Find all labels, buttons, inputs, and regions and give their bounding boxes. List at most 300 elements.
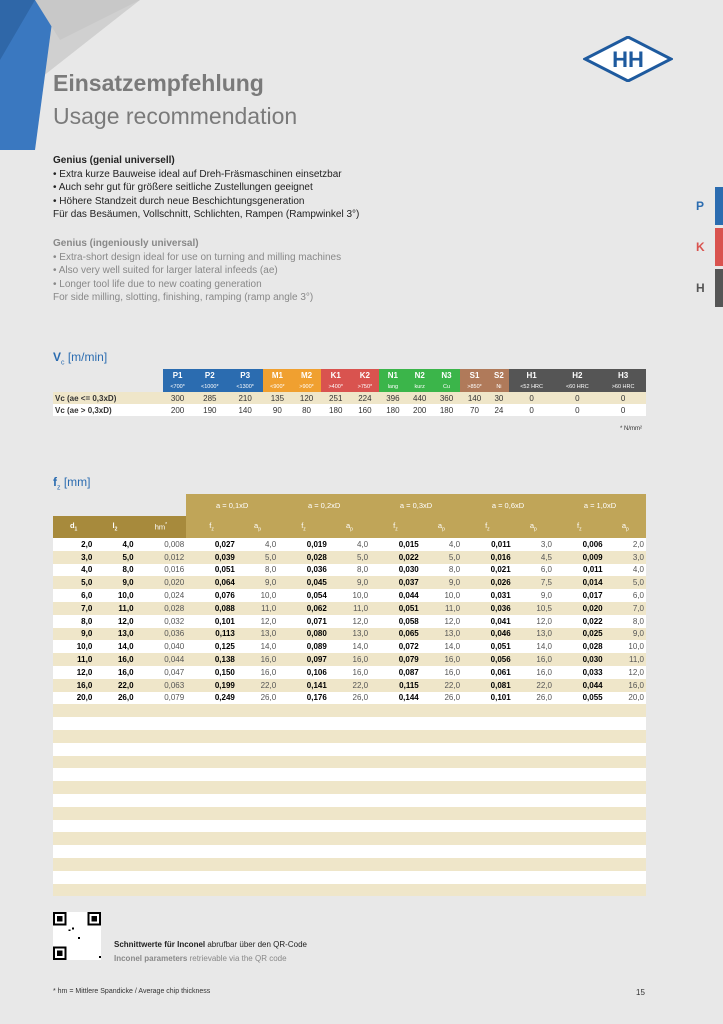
fz-cell: 14,0 xyxy=(513,640,554,653)
fz-cell: 22,0 xyxy=(421,679,462,692)
fz-cell: 5,0 xyxy=(329,551,370,564)
material-note: <1000* xyxy=(192,382,227,392)
vc-value: 396 xyxy=(379,392,406,404)
vc-value: 140 xyxy=(460,392,489,404)
fz-cell: 6,0 xyxy=(53,589,94,602)
ae-group-header xyxy=(370,494,462,516)
fz-cell: 9,0 xyxy=(605,628,646,641)
fz-cell: 9,0 xyxy=(237,576,278,589)
fz-cell: 26,0 xyxy=(329,692,370,705)
fz-cell: 0,027 xyxy=(186,538,237,551)
fz-cell: 0,044 xyxy=(136,653,187,666)
fz-cell: 13,0 xyxy=(329,628,370,641)
empty-row xyxy=(53,858,646,871)
fz-cell: 0,113 xyxy=(186,628,237,641)
empty-row xyxy=(53,871,646,884)
col-ap: $a_p$ xyxy=(513,516,554,538)
fz-table xyxy=(53,494,646,896)
fz-cell: 26,0 xyxy=(94,692,135,705)
vc-value: 120 xyxy=(292,392,321,404)
vc-value: 190 xyxy=(192,404,227,416)
fz-cell: 0,033 xyxy=(554,666,605,679)
fz-cell: 22,0 xyxy=(513,679,554,692)
fz-cell: 2,0 xyxy=(605,538,646,551)
fz-cell: 0,021 xyxy=(462,564,513,577)
fz-cell: 0,056 xyxy=(462,653,513,666)
vc-title-sub: c xyxy=(61,359,65,367)
fz-cell: 4,0 xyxy=(329,538,370,551)
fz-cell: 8,0 xyxy=(329,564,370,577)
table-row xyxy=(53,538,646,551)
empty-row xyxy=(53,845,646,858)
col-ap: $a_p$ xyxy=(605,516,646,538)
vc-value: 70 xyxy=(460,404,489,416)
fz-cell: 5,0 xyxy=(94,551,135,564)
fz-cell: 0,081 xyxy=(462,679,513,692)
ae-group-label: a = 0,6xD xyxy=(491,500,525,510)
fz-cell: 10,5 xyxy=(513,602,554,615)
fz-cell: 0,020 xyxy=(136,576,187,589)
description-head: Genius (ingeniously universal) xyxy=(53,238,199,249)
fz-cell: 0,055 xyxy=(554,692,605,705)
material-code: P1 xyxy=(163,369,192,382)
fz-cell: 0,072 xyxy=(370,640,421,653)
vc-value: 80 xyxy=(292,404,321,416)
fz-cell: 4,5 xyxy=(513,551,554,564)
material-note: >750* xyxy=(350,382,379,392)
col-d1: $d_1$ xyxy=(53,516,94,538)
material-code: M1 xyxy=(263,369,292,382)
vc-corner xyxy=(53,369,163,382)
fz-cell: 0,044 xyxy=(554,679,605,692)
hh-logo xyxy=(583,36,673,82)
tab-h: H xyxy=(687,269,723,307)
empty-row xyxy=(53,756,646,769)
fz-cell: 13,0 xyxy=(237,628,278,641)
fz-cell: 0,063 xyxy=(136,679,187,692)
ae-group-label: a = 0,1xD xyxy=(216,500,249,510)
fz-cell: 0,028 xyxy=(278,551,329,564)
table-row xyxy=(53,551,646,564)
fz-cell: 26,0 xyxy=(513,692,554,705)
fz-cell: 11,0 xyxy=(237,602,278,615)
fz-cell: 9,0 xyxy=(94,576,135,589)
vc-value: 30 xyxy=(489,392,509,404)
fz-cell: 5,0 xyxy=(237,551,278,564)
fz-cell: 0,025 xyxy=(554,628,605,641)
col-l2: $l_2$ xyxy=(94,516,135,538)
qr-code[interactable] xyxy=(53,912,101,960)
row-label: Vc (ae > 0,3xD) xyxy=(53,404,163,416)
material-code: N1 xyxy=(379,369,406,382)
table-row xyxy=(53,602,646,615)
vc-value: 0 xyxy=(600,404,646,416)
col-hm: hm* xyxy=(136,516,187,538)
fz-cell: 16,0 xyxy=(605,679,646,692)
fz-cell: 0,039 xyxy=(186,551,237,564)
fz-cell: 0,071 xyxy=(278,615,329,628)
material-note: Cu xyxy=(433,382,460,392)
table-row xyxy=(53,653,646,666)
page-title-en: Usage recommendation xyxy=(53,103,298,129)
fz-cell: 0,024 xyxy=(136,589,187,602)
fz-cell: 11,0 xyxy=(329,602,370,615)
material-code: H2 xyxy=(554,369,600,382)
vc-value: 135 xyxy=(263,392,292,404)
empty-row xyxy=(53,807,646,820)
material-code: N3 xyxy=(433,369,460,382)
fz-cell: 0,125 xyxy=(186,640,237,653)
fz-cell: 12,0 xyxy=(94,615,135,628)
fz-cell: 13,0 xyxy=(513,628,554,641)
fz-section-title xyxy=(53,475,91,491)
table-row xyxy=(53,628,646,641)
vc-value: 200 xyxy=(406,404,433,416)
fz-cell: 0,022 xyxy=(370,551,421,564)
vc-value: 0 xyxy=(554,392,600,404)
fz-cell: 14,0 xyxy=(329,640,370,653)
material-note: <52 HRC xyxy=(509,382,555,392)
empty-row xyxy=(53,794,646,807)
material-code: H1 xyxy=(509,369,555,382)
fz-cell: 0,011 xyxy=(554,564,605,577)
fz-cell: 6,0 xyxy=(513,564,554,577)
fz-cell: 4,0 xyxy=(94,538,135,551)
svg-text:HH: HH xyxy=(612,47,644,72)
fz-title-main: f xyxy=(53,475,57,489)
fz-cell: 13,0 xyxy=(421,628,462,641)
fz-cell: 0,036 xyxy=(136,628,187,641)
fz-cell: 16,0 xyxy=(421,666,462,679)
tab-k: K xyxy=(687,228,723,266)
fz-cell: 16,0 xyxy=(53,679,94,692)
vc-value: 210 xyxy=(227,392,262,404)
fz-cell: 0,036 xyxy=(278,564,329,577)
ae-group-header xyxy=(278,494,370,516)
fz-cell: 0,016 xyxy=(136,564,187,577)
fz-cell: 14,0 xyxy=(421,640,462,653)
fz-cell: 8,0 xyxy=(605,615,646,628)
description-bullet: • Longer tool life due to new coating generation xyxy=(53,278,262,290)
fz-cell: 20,0 xyxy=(605,692,646,705)
row-label: Vc (ae <= 0,3xD) xyxy=(53,392,163,404)
vc-value: 0 xyxy=(509,392,555,404)
fz-cell: 0,036 xyxy=(462,602,513,615)
fz-cell: 0,011 xyxy=(462,538,513,551)
table-row xyxy=(53,692,646,705)
fz-cell: 0,101 xyxy=(462,692,513,705)
fz-cell: 8,0 xyxy=(53,615,94,628)
ae-group-header xyxy=(554,494,646,516)
page-title-de: Einsatzempfehlung xyxy=(53,70,264,96)
fz-cell: 10,0 xyxy=(421,589,462,602)
fz-cell: 11,0 xyxy=(94,602,135,615)
fz-cell: 0,176 xyxy=(278,692,329,705)
col-ap: $a_p$ xyxy=(329,516,370,538)
footnote: * hm = Mittlere Spandicke / Average chip thickness xyxy=(53,988,211,995)
table-row xyxy=(53,392,646,404)
fz-cell: 0,141 xyxy=(278,679,329,692)
page-number: 15 xyxy=(636,988,645,997)
material-code: P2 xyxy=(192,369,227,382)
empty-row xyxy=(53,717,646,730)
vc-value: 251 xyxy=(321,392,350,404)
fz-cell: 26,0 xyxy=(237,692,278,705)
material-note: Ni xyxy=(489,382,509,392)
fz-cell: 0,064 xyxy=(186,576,237,589)
fz-cell: 0,028 xyxy=(554,640,605,653)
description-bullet: • Extra-short design ideal for use on turning and milling machines xyxy=(53,251,342,263)
fz-cell: 12,0 xyxy=(605,666,646,679)
fz-cell: 0,020 xyxy=(554,602,605,615)
fz-cell: 5,0 xyxy=(53,576,94,589)
fz-cell: 0,150 xyxy=(186,666,237,679)
vc-value: 90 xyxy=(263,404,292,416)
table-row xyxy=(53,666,646,679)
fz-cell: 16,0 xyxy=(421,653,462,666)
fz-cell: 4,0 xyxy=(605,564,646,577)
fz-cell: 0,046 xyxy=(462,628,513,641)
fz-cell: 0,199 xyxy=(186,679,237,692)
fz-cell: 0,106 xyxy=(278,666,329,679)
table-row xyxy=(53,640,646,653)
ae-group-header xyxy=(462,494,554,516)
fz-cell: 10,0 xyxy=(605,640,646,653)
fz-cell: 0,054 xyxy=(278,589,329,602)
fz-cell: 0,080 xyxy=(278,628,329,641)
fz-cell: 0,030 xyxy=(554,653,605,666)
qr-caption xyxy=(114,938,307,966)
fz-cell: 0,079 xyxy=(136,692,187,705)
fz-cell: 0,037 xyxy=(370,576,421,589)
material-code: H3 xyxy=(600,369,646,382)
fz-cell: 0,014 xyxy=(554,576,605,589)
qr-caption-en-rest: retrievable via the QR code xyxy=(187,954,287,963)
fz-cell: 9,0 xyxy=(513,589,554,602)
fz-cell: 9,0 xyxy=(329,576,370,589)
empty-row xyxy=(53,730,646,743)
vc-value: 200 xyxy=(163,404,192,416)
description-bullet: • Also very well suited for larger lateral infeeds (ae) xyxy=(53,265,278,276)
fz-cell: 16,0 xyxy=(513,653,554,666)
fz-cell: 0,009 xyxy=(554,551,605,564)
fz-cell: 10,0 xyxy=(53,640,94,653)
vc-value: 300 xyxy=(163,392,192,404)
fz-cell: 2,0 xyxy=(53,538,94,551)
fz-cell: 26,0 xyxy=(421,692,462,705)
fz-cell: 0,097 xyxy=(278,653,329,666)
fz-cell: 0,144 xyxy=(370,692,421,705)
material-code: M2 xyxy=(292,369,321,382)
fz-cell: 0,017 xyxy=(554,589,605,602)
fz-cell: 11,0 xyxy=(421,602,462,615)
col-fz: $f_z$ xyxy=(278,516,329,538)
fz-cell: 8,0 xyxy=(94,564,135,577)
material-note: >900* xyxy=(292,382,321,392)
fz-cell: 16,0 xyxy=(94,666,135,679)
fz-cell: 16,0 xyxy=(94,653,135,666)
fz-cell: 0,065 xyxy=(370,628,421,641)
material-code: P3 xyxy=(227,369,262,382)
fz-cell: 12,0 xyxy=(329,615,370,628)
fz-cell: 0,022 xyxy=(554,615,605,628)
fz-cell: 22,0 xyxy=(329,679,370,692)
fz-cell: 9,0 xyxy=(53,628,94,641)
fz-cell: 10,0 xyxy=(329,589,370,602)
material-code: K2 xyxy=(350,369,379,382)
fz-cell: 11,0 xyxy=(605,653,646,666)
col-ap: $a_p$ xyxy=(421,516,462,538)
ae-group-header xyxy=(186,494,278,516)
vc-table xyxy=(53,369,646,416)
qr-caption-de-rest: abrufbar über den QR-Code xyxy=(205,940,307,949)
ae-group-label: a = 0,2xD xyxy=(307,500,341,510)
material-code: S2 xyxy=(489,369,509,382)
qr-caption-en-bold: Inconel parameters xyxy=(114,954,188,963)
vc-section-title xyxy=(53,350,107,366)
fz-cell: 0,062 xyxy=(278,602,329,615)
material-code: N2 xyxy=(406,369,433,382)
fz-cell: 9,0 xyxy=(421,576,462,589)
vc-corner xyxy=(53,382,163,392)
fz-cell: 8,0 xyxy=(237,564,278,577)
fz-cell: 0,058 xyxy=(370,615,421,628)
fz-cell: 20,0 xyxy=(53,692,94,705)
vc-value: 180 xyxy=(321,404,350,416)
fz-cell: 0,006 xyxy=(554,538,605,551)
fz-corner xyxy=(53,494,186,516)
empty-row xyxy=(53,704,646,717)
fz-cell: 5,0 xyxy=(421,551,462,564)
fz-cell: 12,0 xyxy=(53,666,94,679)
fz-cell: 0,032 xyxy=(136,615,187,628)
material-note: <700* xyxy=(163,382,192,392)
fz-cell: 0,016 xyxy=(462,551,513,564)
fz-cell: 16,0 xyxy=(329,666,370,679)
fz-cell: 12,0 xyxy=(237,615,278,628)
col-ap: $a_p$ xyxy=(237,516,278,538)
vc-value: 360 xyxy=(433,392,460,404)
fz-cell: 0,138 xyxy=(186,653,237,666)
vc-value: 0 xyxy=(509,404,555,416)
fz-cell: 4,0 xyxy=(421,538,462,551)
fz-cell: 12,0 xyxy=(421,615,462,628)
vc-value: 140 xyxy=(227,404,262,416)
fz-title-sub: z xyxy=(57,484,61,492)
material-note: >400* xyxy=(321,382,350,392)
fz-cell: 0,008 xyxy=(136,538,187,551)
vc-value: 0 xyxy=(554,404,600,416)
fz-cell: 6,0 xyxy=(605,589,646,602)
material-note: <1300* xyxy=(227,382,262,392)
unit-note: * N/mm² xyxy=(620,426,642,432)
fz-cell: 0,249 xyxy=(186,692,237,705)
fz-title-unit: [mm] xyxy=(60,475,91,489)
fz-cell: 16,0 xyxy=(237,653,278,666)
material-note: >850* xyxy=(460,382,489,392)
fz-cell: 0,089 xyxy=(278,640,329,653)
fz-cell: 4,0 xyxy=(53,564,94,577)
fz-cell: 0,019 xyxy=(278,538,329,551)
description-de xyxy=(53,154,613,222)
material-note: kurz xyxy=(406,382,433,392)
description-tail: Für das Besäumen, Vollschnitt, Schlichten, Rampen (Rampwinkel 3°) xyxy=(53,209,360,220)
fz-cell: 0,015 xyxy=(370,538,421,551)
fz-cell: 3,0 xyxy=(605,551,646,564)
fz-cell: 0,045 xyxy=(278,576,329,589)
fz-cell: 14,0 xyxy=(94,640,135,653)
material-note: >60 HRC xyxy=(600,382,646,392)
table-row xyxy=(53,576,646,589)
fz-cell: 0,047 xyxy=(136,666,187,679)
vc-value: 0 xyxy=(600,392,646,404)
fz-cell: 0,031 xyxy=(462,589,513,602)
vc-value: 180 xyxy=(433,404,460,416)
ae-group-label: a = 0,3xD xyxy=(399,500,433,510)
vc-value: 440 xyxy=(406,392,433,404)
fz-cell: 0,101 xyxy=(186,615,237,628)
fz-cell: 0,061 xyxy=(462,666,513,679)
fz-cell: 22,0 xyxy=(94,679,135,692)
description-en xyxy=(53,237,613,305)
description-bullet: • Höhere Standzeit durch neue Beschichtungsgeneration xyxy=(53,195,305,207)
material-tabs xyxy=(687,187,723,310)
fz-cell: 5,0 xyxy=(605,576,646,589)
empty-row xyxy=(53,768,646,781)
vc-value: 160 xyxy=(350,404,379,416)
vc-value: 224 xyxy=(350,392,379,404)
empty-row xyxy=(53,781,646,794)
empty-row xyxy=(53,743,646,756)
fz-cell: 0,051 xyxy=(370,602,421,615)
tab-p: P xyxy=(687,187,723,225)
fz-cell: 0,079 xyxy=(370,653,421,666)
description-bullet: • Extra kurze Bauweise ideal auf Dreh-Fräsmaschinen einsetzbar xyxy=(53,168,342,180)
ae-group-label: a = 1,0xD xyxy=(583,500,617,510)
table-row xyxy=(53,615,646,628)
col-fz: $f_z$ xyxy=(462,516,513,538)
fz-cell: 16,0 xyxy=(513,666,554,679)
fz-cell: 22,0 xyxy=(237,679,278,692)
fz-cell: 7,5 xyxy=(513,576,554,589)
fz-cell: 7,0 xyxy=(53,602,94,615)
fz-cell: 0,041 xyxy=(462,615,513,628)
table-row xyxy=(53,404,646,416)
fz-cell: 0,030 xyxy=(370,564,421,577)
empty-row xyxy=(53,884,646,897)
table-row xyxy=(53,589,646,602)
description-bullet: • Auch sehr gut für größere seitliche Zustellungen geeignet xyxy=(53,182,313,193)
table-row xyxy=(53,679,646,692)
description-head: Genius (genial universell) xyxy=(53,155,175,166)
fz-cell: 3,0 xyxy=(53,551,94,564)
material-code: S1 xyxy=(460,369,489,382)
fz-cell: 11,0 xyxy=(53,653,94,666)
description-tail: For side milling, slotting, finishing, ramping (ramp angle 3°) xyxy=(53,292,314,303)
col-fz: $f_z$ xyxy=(186,516,237,538)
vc-value: 180 xyxy=(379,404,406,416)
fz-cell: 10,0 xyxy=(237,589,278,602)
fz-cell: 10,0 xyxy=(94,589,135,602)
fz-cell: 0,026 xyxy=(462,576,513,589)
table-row xyxy=(53,564,646,577)
fz-cell: 0,115 xyxy=(370,679,421,692)
vc-value: 285 xyxy=(192,392,227,404)
fz-cell: 0,044 xyxy=(370,589,421,602)
fz-cell: 13,0 xyxy=(94,628,135,641)
fz-cell: 8,0 xyxy=(421,564,462,577)
fz-cell: 0,012 xyxy=(136,551,187,564)
